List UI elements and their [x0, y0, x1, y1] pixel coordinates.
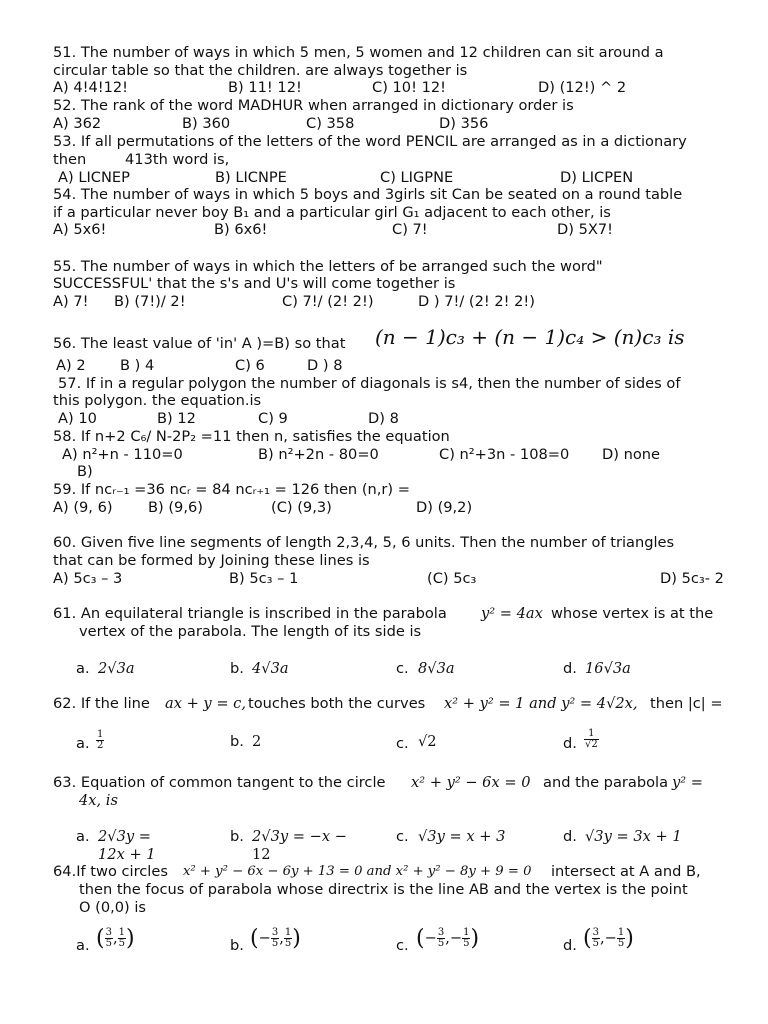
q53-stem-line2a: then	[53, 151, 87, 168]
q55-option-b: B) (7!)/ 2!	[114, 293, 186, 310]
q60-option-a: A) 5c₃ – 3	[53, 570, 123, 587]
q55-stem-line2: SUCCESSFUL' that the s's and U's will come together is	[53, 275, 456, 292]
q63-option-d-label: d.	[563, 828, 577, 845]
q62-option-b-math: 2	[252, 733, 262, 750]
q64-stem-line2: then the focus of parabola whose directrix is the line AB and the vertex is the point	[79, 881, 688, 898]
q62-line-equation: ax + y = c,	[165, 695, 246, 712]
q63-option-c-label: c.	[396, 828, 409, 845]
q64-circles-equation: x² + y² − 6x − 6y + 13 = 0 and x² + y² − 8y + 9 = 0	[183, 864, 532, 879]
q64-option-d-label: d.	[563, 937, 577, 954]
q59-option-a: A) (9, 6)	[53, 499, 113, 516]
q63-circle-equation: x² + y² − 6x = 0	[411, 774, 531, 791]
q63-option-a-math-line1: 2√3y =	[98, 828, 151, 845]
q52-option-b: B) 360	[182, 115, 231, 132]
q64-stem-line1a: 64.If two circles	[53, 863, 168, 880]
q63-stem-line2: 4x, is	[79, 792, 118, 809]
q53-option-a: A) LICNEP	[58, 169, 130, 186]
q53-option-c: C) LIGPNE	[380, 169, 454, 186]
q55-stem-line1: 55. The number of ways in which the letters of be arranged such the word"	[53, 258, 603, 275]
q59-stem-line1: 59. If ncᵣ₋₁ =36 ncᵣ = 84 ncᵣ₊₁ = 126 then (n,r) =	[53, 481, 410, 498]
q57-option-c: C) 9	[258, 410, 288, 427]
q51-option-a: A) 4!4!12!	[53, 79, 129, 96]
q62-option-a-fraction: $\frac{1}{2}$	[97, 729, 104, 751]
q62-stem-line1a: 62. If the line	[53, 695, 150, 712]
q63-stem-line1b: and the parabola	[543, 774, 669, 791]
q51-option-c: C) 10! 12!	[372, 79, 447, 96]
q63-option-b-math-line1: 2√3y = −x −	[252, 828, 347, 845]
q58-option-d: D) none	[602, 446, 660, 463]
q56-inequality: (n − 1)c₃ + (n − 1)c₄ > (n)c₃ is	[375, 325, 685, 349]
q55-option-a: A) 7!	[53, 293, 89, 310]
q57-option-b: B) 12	[157, 410, 196, 427]
q62-option-c-label: c.	[396, 735, 409, 752]
q55-option-d: D ) 7!/ (2! 2! 2!)	[418, 293, 535, 310]
q64-stem-line3: O (0,0) is	[79, 899, 147, 916]
q60-option-d: D) 5c₃- 2	[660, 570, 724, 587]
q57-option-d: D) 8	[368, 410, 399, 427]
q61-stem-line1a: 61. An equilateral triangle is inscribed in the parabola	[53, 605, 447, 622]
q60-option-b: B) 5c₃ – 1	[229, 570, 299, 587]
q63-stem-line1a: 63. Equation of common tangent to the circle	[53, 774, 386, 791]
q54-stem-line1: 54. The number of ways in which 5 boys and 3girls sit Can be seated on a round table	[53, 186, 683, 203]
q62-option-a-label: a.	[76, 735, 90, 752]
q53-option-b: B) LICNPE	[215, 169, 287, 186]
q63-option-b-math-line2: 12	[252, 846, 271, 863]
q58-option-c: C) n²+3n - 108=0	[439, 446, 570, 463]
q58-extra-label: B)	[77, 463, 93, 480]
q53-option-d: D) LICPEN	[560, 169, 634, 186]
q59-option-b: B) (9,6)	[148, 499, 203, 516]
q61-option-a-math: 2√3a	[98, 660, 135, 677]
q51-stem-line1: 51. The number of ways in which 5 men, 5 women and 12 children can sit around a	[53, 44, 664, 61]
q54-option-d: D) 5X7!	[557, 221, 613, 238]
q59-option-d: D) (9,2)	[416, 499, 473, 516]
q56-option-d: D ) 8	[307, 357, 343, 374]
q55-option-c: C) 7!/ (2! 2!)	[282, 293, 374, 310]
q61-option-c-math: 8√3a	[418, 660, 455, 677]
q57-stem-line1: 57. If in a regular polygon the number of diagonals is s4, then the number of sides of	[58, 375, 681, 392]
q58-option-b: B) n²+2n - 80=0	[258, 446, 379, 463]
q62-option-d-fraction: $\frac{1}{√2}$	[585, 728, 598, 750]
q63-option-b-label: b.	[230, 828, 244, 845]
q56-stem-line1: 56. The least value of 'in' A )=B) so that	[53, 335, 346, 352]
q61-option-c-label: c.	[396, 660, 409, 677]
q53-stem-line2b: 413th word is,	[125, 151, 230, 168]
q62-stem-line1c: then |c| =	[650, 695, 723, 712]
q64-option-a-point: ( $\frac{3}{5}$ , $\frac{1}{5}$ )	[96, 925, 135, 951]
q60-stem-line2: that can be formed by Joining these lines is	[53, 552, 370, 569]
q64-option-c-point: (− $\frac{3}{5}$ ,− $\frac{1}{5}$ )	[416, 925, 480, 951]
q62-option-d-label: d.	[563, 735, 577, 752]
q51-stem-line2: circular table so that the children. are always together is	[53, 62, 468, 79]
q62-curves-equation: x² + y² = 1 and y² = 4√2x,	[444, 695, 638, 712]
q62-option-c-math: √2	[418, 733, 437, 750]
q56-option-c: C) 6	[235, 357, 265, 374]
q63-option-d-math: √3y = 3x + 1	[585, 828, 682, 845]
q61-option-d-label: d.	[563, 660, 577, 677]
q54-option-b: B) 6x6!	[214, 221, 268, 238]
q52-option-d: D) 356	[439, 115, 489, 132]
q57-option-a: A) 10	[58, 410, 97, 427]
q61-option-b-math: 4√3a	[252, 660, 289, 677]
q64-option-d-point: ( $\frac{3}{5}$ ,− $\frac{1}{5}$ )	[583, 925, 634, 951]
q52-option-a: A) 362	[53, 115, 102, 132]
q63-option-a-label: a.	[76, 828, 90, 845]
q62-option-b-label: b.	[230, 733, 244, 750]
q61-stem-line1b: whose vertex is at the	[551, 605, 714, 622]
q64-option-a-label: a.	[76, 937, 90, 954]
q61-option-a-label: a.	[76, 660, 90, 677]
q61-option-b-label: b.	[230, 660, 244, 677]
q60-stem-line1: 60. Given five line segments of length 2,3,4, 5, 6 units. Then the number of triangles	[53, 534, 675, 551]
q57-stem-line2: this polygon. the equation.is	[53, 392, 262, 409]
q51-option-d: D) (12!) ^ 2	[538, 79, 627, 96]
q58-stem-line1: 58. If n+2 C₆/ N-2P₂ =11 then n, satisfies the equation	[53, 428, 450, 445]
q64-stem-line1b: intersect at A and B,	[551, 863, 701, 880]
q63-option-a-math-line2: 12x + 1	[98, 846, 156, 863]
q60-option-c: (C) 5c₃	[427, 570, 477, 587]
q59-option-c: (C) (9,3)	[271, 499, 332, 516]
q61-option-d-math: 16√3a	[585, 660, 631, 677]
q64-option-b-point: (− $\frac{3}{5}$ , $\frac{1}{5}$ )	[250, 925, 301, 951]
q52-option-c: C) 358	[306, 115, 355, 132]
q63-parabola-equation: y² =	[672, 774, 703, 791]
q56-option-b: B ) 4	[120, 357, 155, 374]
q62-stem-line1b: touches both the curves	[248, 695, 426, 712]
q52-stem-line1: 52. The rank of the word MADHUR when arranged in dictionary order is	[53, 97, 574, 114]
q54-option-a: A) 5x6!	[53, 221, 107, 238]
q54-option-c: C) 7!	[392, 221, 428, 238]
q64-option-c-label: c.	[396, 937, 409, 954]
q58-option-a: A) n²+n - 110=0	[62, 446, 183, 463]
q56-option-a: A) 2	[56, 357, 86, 374]
q61-equation: y² = 4ax	[481, 605, 543, 622]
q54-stem-line2: if a particular never boy B₁ and a particular girl G₁ adjacent to each other, is	[53, 204, 611, 221]
q63-option-c-math: √3y = x + 3	[418, 828, 506, 845]
q64-option-b-label: b.	[230, 937, 244, 954]
q53-stem-line1: 53. If all permutations of the letters of the word PENCIL are arranged as in a dictionary	[53, 133, 687, 150]
q61-stem-line2: vertex of the parabola. The length of its side is	[79, 623, 422, 640]
q51-option-b: B) 11! 12!	[228, 79, 302, 96]
